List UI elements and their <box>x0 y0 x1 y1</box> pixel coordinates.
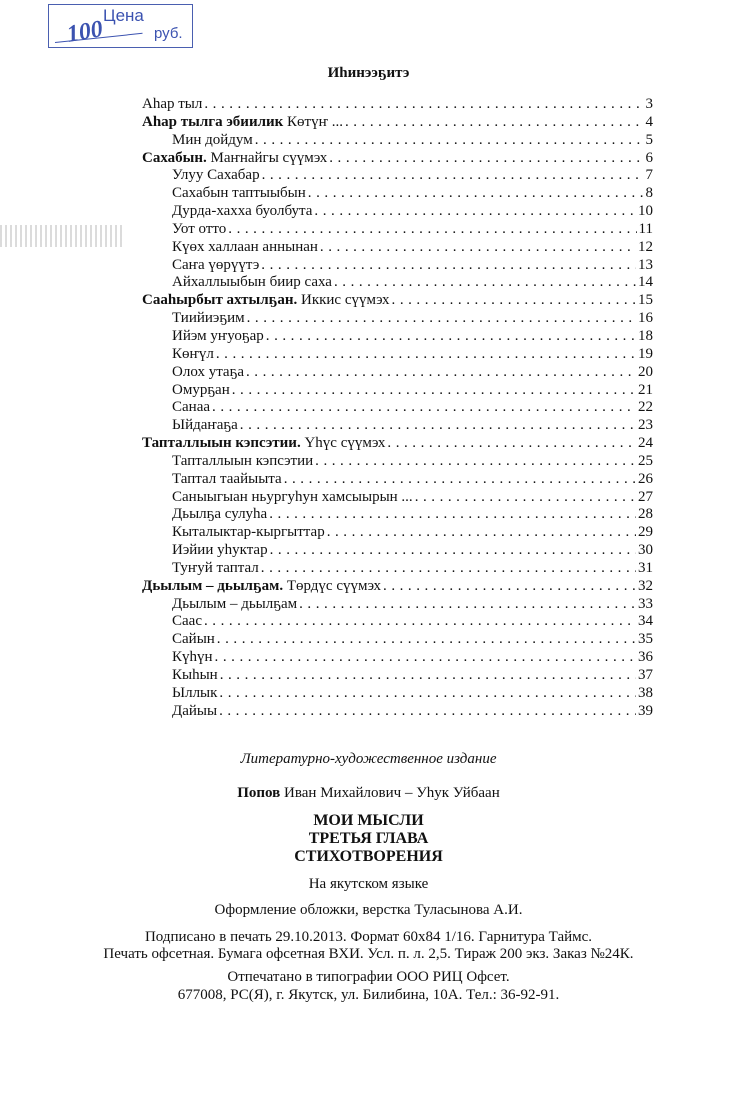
toc-entry-label <box>172 399 210 417</box>
dot-leader <box>220 667 636 685</box>
toc-entry-text: Төрдүс сүүмэх <box>283 577 382 594</box>
toc-section-heading: Сахабын. <box>142 149 207 166</box>
dot-leader <box>314 203 636 221</box>
toc-section-heading: Аһар тылга эбиилик <box>142 113 284 130</box>
toc-entry <box>142 364 653 382</box>
toc-section <box>142 292 653 310</box>
toc-entry-label <box>172 257 259 275</box>
toc-page-number: 21 <box>638 381 653 398</box>
toc-entry-text: Үһүс сүүмэх <box>300 435 386 452</box>
toc-page-number: 8 <box>645 185 653 202</box>
toc-entry-text: Тапталлыын кэпсэтии <box>172 452 314 469</box>
printer-line: 677008, РС(Я), г. Якутск, ул. Билибина, 10А. Тел.: 36-92-91. <box>177 987 560 1003</box>
dot-leader <box>204 613 636 631</box>
toc-entry <box>142 239 653 257</box>
toc-page-number: 11 <box>638 220 653 237</box>
dot-leader <box>383 578 636 596</box>
toc-entry <box>142 489 653 507</box>
toc-entry-text: Ыйдаҥаҕа <box>172 417 238 434</box>
toc-entry-label <box>172 364 244 382</box>
toc-entry <box>142 346 653 364</box>
toc-entry-text: Күһүн <box>172 649 213 666</box>
toc-page-number: 38 <box>638 684 653 701</box>
table-of-contents <box>142 96 653 721</box>
toc-entry-label <box>172 613 202 631</box>
print-details <box>0 929 737 963</box>
toc-entry-label <box>172 346 214 364</box>
toc-page-number: 13 <box>638 256 653 273</box>
toc-page-number: 12 <box>638 238 653 255</box>
toc-page-number: 15 <box>638 292 653 309</box>
stamp-unit: руб. <box>154 25 183 42</box>
toc-page-number: 23 <box>638 417 653 434</box>
toc-section <box>142 578 653 596</box>
toc-entry-label <box>172 703 217 721</box>
print-detail-line: Печать офсетная. Бумага офсетная ВХИ. Усл. п. л. 2,5. Тираж 200 экз. Заказ №24К. <box>103 946 634 962</box>
dot-leader <box>216 346 636 364</box>
dot-leader <box>308 185 644 203</box>
toc-entry-label <box>172 667 218 685</box>
toc-page-number: 35 <box>638 631 653 648</box>
toc-entry-label <box>172 310 245 328</box>
toc-entry-text: Кыһын <box>172 667 218 683</box>
toc-page-number: 22 <box>638 399 653 416</box>
toc-entry <box>142 703 653 721</box>
toc-page-number: 10 <box>638 203 653 220</box>
toc-entry-text: Дьылым – дьылҕам <box>172 595 298 612</box>
toc-entry <box>142 328 653 346</box>
dot-leader <box>261 560 636 578</box>
toc-entry-text: Саас <box>172 613 202 630</box>
dot-leader <box>228 221 636 239</box>
toc-entry-text: Сахабын таптыыбын <box>172 185 306 202</box>
toc-page-number: 25 <box>638 452 653 469</box>
dot-leader <box>247 310 636 328</box>
author-surname: Попов <box>237 785 281 801</box>
toc-entry-label <box>172 471 282 489</box>
toc-entry-text: Омурҕан <box>172 381 230 398</box>
toc-entry <box>142 667 653 685</box>
dot-leader <box>392 292 636 310</box>
toc-entry-text: Уот отто <box>172 220 227 237</box>
dot-leader <box>299 596 636 614</box>
toc-entry-label <box>172 560 259 578</box>
toc-entry-label <box>142 114 343 132</box>
toc-section <box>142 435 653 453</box>
toc-page-number: 3 <box>645 96 653 112</box>
toc-entry <box>142 132 653 150</box>
toc-section <box>142 96 653 114</box>
toc-section <box>142 114 653 132</box>
toc-page-number: 19 <box>638 345 653 362</box>
toc-entry-text: Ыллык <box>172 684 218 701</box>
toc-entry-label <box>172 631 215 649</box>
dot-leader <box>284 471 636 489</box>
toc-entry <box>142 560 653 578</box>
toc-entry <box>142 417 653 435</box>
toc-entry-text: Иэйии уһуктар <box>172 542 268 559</box>
toc-entry-text: Дурда-хахха буолбута <box>172 203 313 220</box>
author-rest: Иван Михайлович – Уһук Уйбаан <box>280 785 500 801</box>
toc-entry <box>142 471 653 489</box>
toc-entry-text: Дайыы <box>172 702 218 719</box>
toc-entry-text: Таптал таайыыта <box>172 470 282 487</box>
toc-entry <box>142 613 653 631</box>
dot-leader <box>219 685 636 703</box>
toc-entry-text: Күөх халлаан аннынан <box>172 238 318 255</box>
dot-leader <box>246 364 636 382</box>
toc-page-number: 26 <box>638 470 653 487</box>
toc-entry-label <box>172 382 230 400</box>
toc-entry-label <box>172 489 413 507</box>
toc-entry <box>142 382 653 400</box>
dot-leader <box>269 506 636 524</box>
dot-leader <box>255 132 644 150</box>
dot-leader <box>212 399 636 417</box>
printer-info <box>0 968 737 1004</box>
toc-entry-text: Олох утаҕа <box>172 363 244 380</box>
dot-leader <box>217 631 636 649</box>
dot-leader <box>345 114 644 132</box>
toc-entry <box>142 524 653 542</box>
toc-entry-text: Кыталыктар-кыргыттар <box>172 524 325 541</box>
series-line: Литературно-художественное издание <box>240 751 497 767</box>
toc-entry <box>142 506 653 524</box>
toc-page-number: 6 <box>645 149 653 166</box>
dot-leader <box>204 96 643 114</box>
toc-entry-label <box>172 167 260 185</box>
toc-entry-text: Көҥүл <box>172 345 214 362</box>
toc-entry <box>142 453 653 471</box>
toc-entry <box>142 542 653 560</box>
dot-leader <box>415 489 636 507</box>
toc-entry-text: Ийэм уҥуоҕар <box>172 327 264 344</box>
dot-leader <box>266 328 636 346</box>
toc-entry-label <box>172 221 226 239</box>
scan-speckle <box>0 225 125 247</box>
book-title <box>0 812 737 866</box>
toc-entry-label <box>172 542 268 560</box>
toc-entry-label <box>172 132 253 150</box>
toc-entry-text: Көтүҥ ... <box>283 113 343 130</box>
toc-entry-text: Саныыгыан ньургуһун хамсыырын ... <box>172 488 413 505</box>
toc-entry-text: Айхаллыыбын биир саха <box>172 274 332 291</box>
toc-entry <box>142 203 653 221</box>
toc-page-number: 30 <box>638 542 653 559</box>
toc-page-number: 28 <box>638 506 653 523</box>
toc-entry-label <box>172 185 306 203</box>
title-line: МОИ МЫСЛИ <box>313 812 424 829</box>
toc-page-number: 4 <box>645 113 653 130</box>
toc-entry-text: Улуу Сахабар <box>172 167 260 184</box>
toc-entry <box>142 685 653 703</box>
dot-leader <box>232 382 636 400</box>
toc-page-number: 33 <box>638 595 653 612</box>
toc-entry-label <box>172 203 312 221</box>
toc-page-number: 5 <box>645 131 653 148</box>
toc-entry <box>142 399 653 417</box>
toc-page-number: 20 <box>638 363 653 380</box>
toc-entry-text: Сайын <box>172 631 215 648</box>
dot-leader <box>315 453 636 471</box>
dot-leader <box>270 542 636 560</box>
toc-entry-label <box>172 685 217 703</box>
toc-entry-text: Аһар тыл <box>142 96 203 112</box>
toc-page-number: 29 <box>638 524 653 541</box>
toc-page-number: 16 <box>638 310 653 327</box>
toc-page-number: 39 <box>638 702 653 719</box>
price-stamp <box>48 4 193 48</box>
toc-entry-text: Тиийиэҕим <box>172 310 245 327</box>
toc-entry-label <box>142 578 381 596</box>
toc-entry-label <box>142 292 390 310</box>
toc-page-number: 14 <box>638 274 653 291</box>
toc-entry <box>142 185 653 203</box>
toc-entry-label <box>172 524 325 542</box>
toc-entry-label <box>142 150 327 168</box>
toc-entry-text: Маҥнайгы сүүмэх <box>206 149 328 166</box>
toc-entry-label <box>172 239 318 257</box>
toc-page-number: 27 <box>638 488 653 505</box>
author-line <box>0 785 737 802</box>
toc-page-number: 36 <box>638 649 653 666</box>
toc-section <box>142 150 653 168</box>
toc-page-number: 37 <box>638 667 653 683</box>
toc-entry-label <box>172 506 267 524</box>
toc-entry-label <box>172 453 313 471</box>
dot-leader <box>334 274 636 292</box>
toc-entry <box>142 596 653 614</box>
toc-entry-text: Туҥуй таптал <box>172 559 259 576</box>
toc-entry-text: Иккис сүүмэх <box>297 292 390 309</box>
title-line: ТРЕТЬЯ ГЛАВА <box>308 830 429 847</box>
dot-leader <box>327 524 636 542</box>
toc-entry <box>142 631 653 649</box>
toc-entry <box>142 310 653 328</box>
toc-section-heading: Сааһырбыт ахтылҕан. <box>142 292 298 309</box>
toc-page-number: 31 <box>638 559 653 576</box>
toc-entry-text: Мин дойдум <box>172 131 253 148</box>
design-credit: Оформление обложки, верстка Туласынова А.И. <box>214 902 523 918</box>
dot-leader <box>262 167 644 185</box>
toc-entry-label <box>142 435 385 453</box>
toc-entry <box>142 167 653 185</box>
dot-leader <box>320 239 636 257</box>
toc-entry-label <box>172 596 297 614</box>
language-line: На якутском языке <box>308 876 429 892</box>
toc-entry-text: Санаа <box>172 399 211 416</box>
toc-entry-text: Саҥа үөрүүтэ <box>172 256 260 273</box>
stamp-price: 100 <box>64 16 105 48</box>
toc-entry <box>142 221 653 239</box>
dot-leader <box>219 703 636 721</box>
dot-leader <box>329 150 643 168</box>
toc-entry-label <box>172 417 238 435</box>
print-detail-line: Подписано в печать 29.10.2013. Формат 60х84 1/16. Гарнитура Таймс. <box>144 929 593 945</box>
toc-entry-label <box>142 96 202 114</box>
dot-leader <box>261 257 636 275</box>
toc-entry <box>142 257 653 275</box>
toc-entry-text: Дьылҕа сулуһа <box>172 506 268 523</box>
printer-line: Отпечатано в типографии ООО РИЦ Офсет. <box>227 969 510 985</box>
toc-title: Иһинээҕитэ <box>327 65 410 81</box>
toc-page-number: 7 <box>645 167 653 184</box>
dot-leader <box>215 649 636 667</box>
toc-page-number: 24 <box>638 435 653 452</box>
toc-section-heading: Тапталлыын кэпсэтии. <box>142 435 301 452</box>
toc-entry-label <box>172 274 332 292</box>
toc-entry-label <box>172 649 213 667</box>
toc-page-number: 18 <box>638 327 653 344</box>
dot-leader <box>387 435 636 453</box>
toc-entry-label <box>172 328 264 346</box>
toc-page-number: 34 <box>638 613 653 630</box>
toc-page-number: 32 <box>638 577 653 594</box>
toc-entry <box>142 649 653 667</box>
title-line: СТИХОТВОРЕНИЯ <box>294 848 443 865</box>
toc-entry <box>142 274 653 292</box>
stamp-label: Цена <box>103 6 144 25</box>
toc-section-heading: Дьылым – дьылҕам. <box>142 577 284 594</box>
dot-leader <box>240 417 636 435</box>
